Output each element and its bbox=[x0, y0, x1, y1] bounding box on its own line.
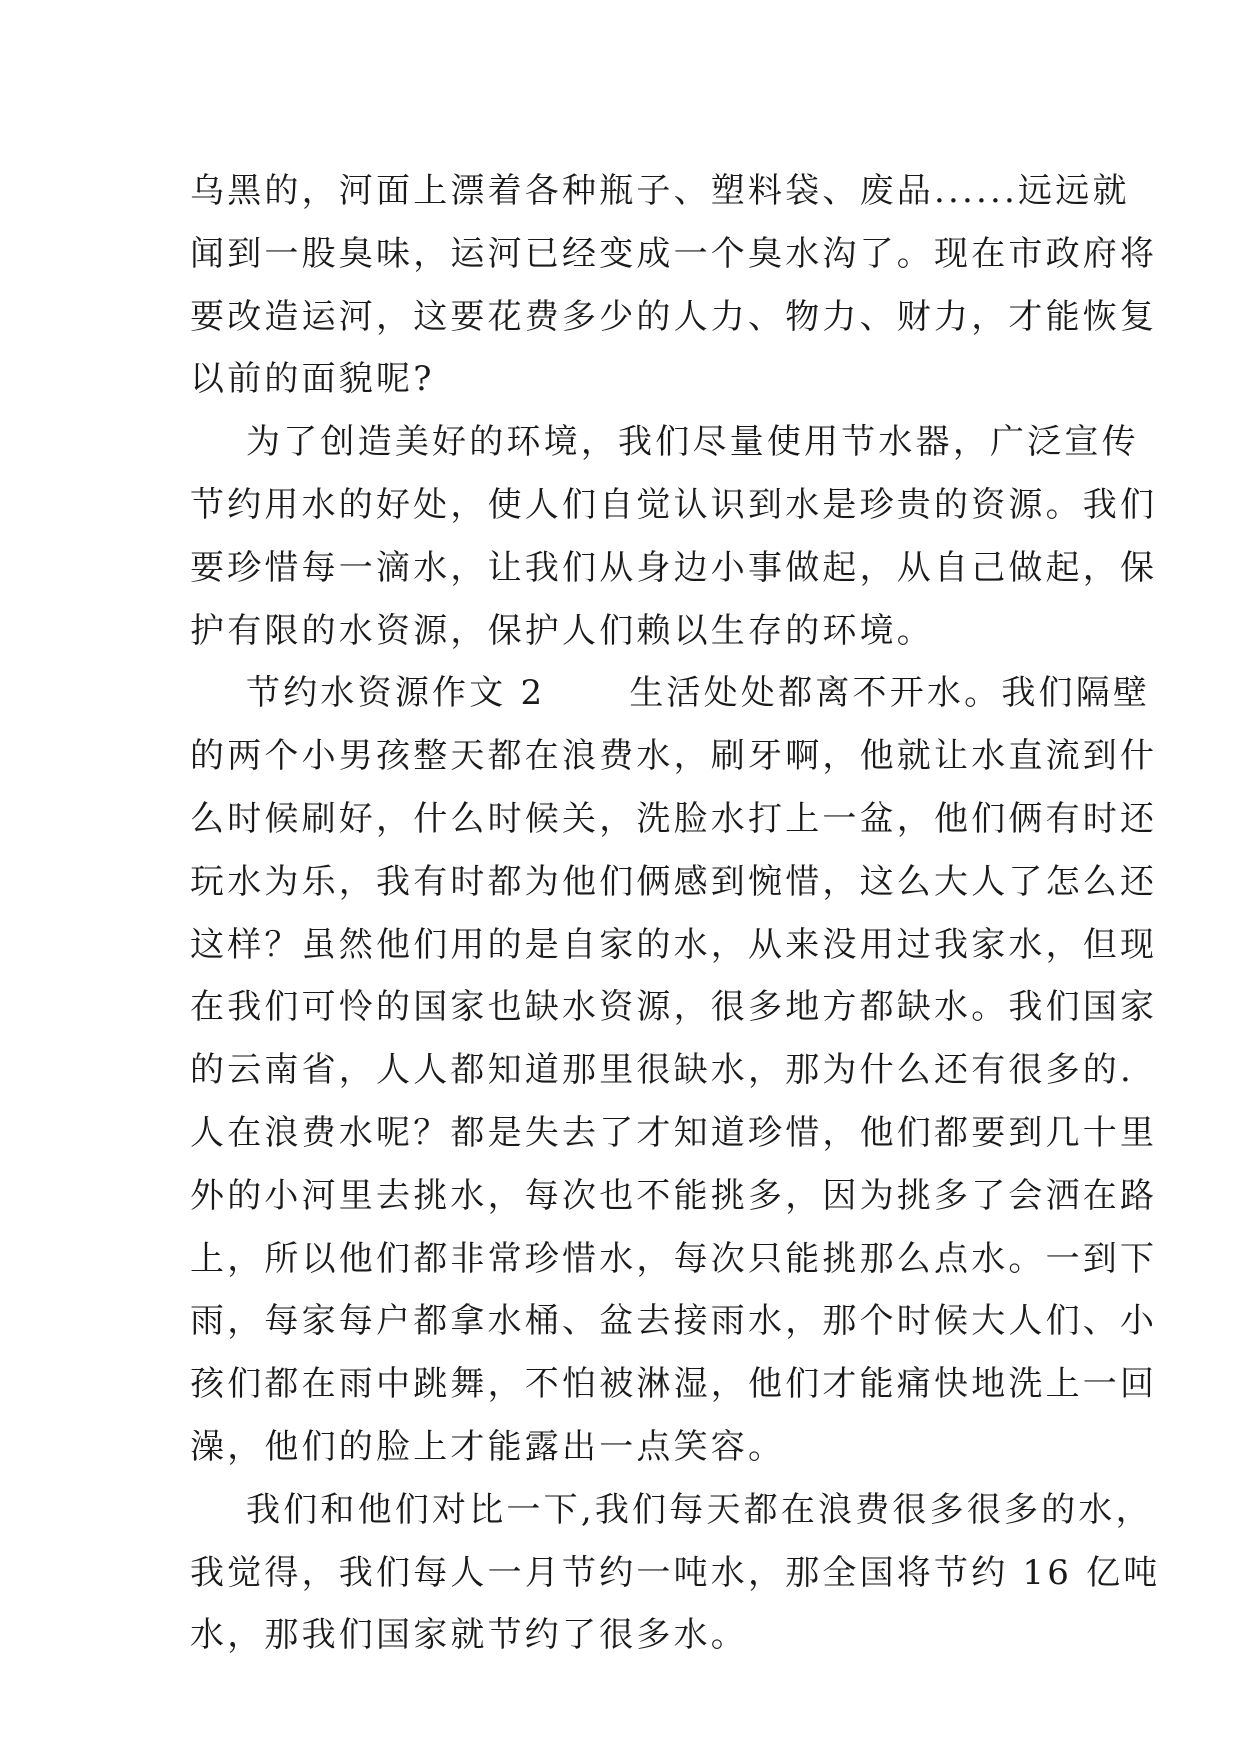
text-line: 在我们可怜的国家也缺水资源，很多地方都缺水。我们国家 bbox=[190, 987, 1158, 1028]
text-line: 上，所以他们都非常珍惜水，每次只能挑那么点水。一到下 bbox=[190, 1238, 1158, 1279]
text-line: 人在浪费水呢？都是失去了才知道珍惜，他们都要到几十里 bbox=[190, 1112, 1158, 1153]
text-line: 以前的面貌呢? bbox=[190, 359, 435, 400]
text-line: 外的小河里去挑水，每次也不能挑多，因为挑多了会洒在路 bbox=[190, 1175, 1158, 1216]
text-line: 孩们都在雨中跳舞，不怕被淋湿，他们才能痛快地洗上一回 bbox=[190, 1364, 1158, 1405]
text-line: 么时候刷好，什么时候关，洗脸水打上一盆，他们俩有时还 bbox=[190, 798, 1158, 839]
text-line: 闻到一股臭味，运河已经变成一个臭水沟了。现在市政府将 bbox=[190, 233, 1158, 274]
document-body bbox=[190, 160, 1161, 1667]
text-line: 护有限的水资源，保护人们赖以生存的环境。 bbox=[190, 610, 934, 651]
text-line: 这样？虽然他们用的是自家的水，从来没用过我家水，但现 bbox=[190, 924, 1158, 965]
text-line: 要珍惜每一滴水，让我们从身边小事做起，从自己做起，保 bbox=[190, 547, 1158, 588]
text-line: 节约用水的好处，使人们自觉认识到水是珍贵的资源。我们 bbox=[190, 484, 1158, 525]
text-line: 水，那我们国家就节约了很多水。 bbox=[190, 1615, 748, 1656]
text-line: 我们和他们对比一下,我们每天都在浪费很多很多的水， bbox=[190, 1489, 1153, 1530]
text-line: 的云南省，人人都知道那里很缺水，那为什么还有很多的. bbox=[190, 1050, 1135, 1091]
text-line: 澡，他们的脸上才能露出一点笑容。 bbox=[190, 1426, 786, 1467]
text-line: 为了创造美好的环境，我们尽量使用节水器，广泛宣传 bbox=[190, 422, 1139, 463]
text-line: 节约水资源作文 2 生活处处都离不开水。我们隔壁 bbox=[190, 673, 1151, 714]
text-line: 玩水为乐，我有时都为他们俩感到惋惜，这么大人了怎么还 bbox=[190, 861, 1158, 902]
text-line: 乌黑的，河面上漂着各种瓶子、塑料袋、废品......远远就 bbox=[190, 171, 1130, 211]
text-line: 雨，每家每户都拿水桶、盆去接雨水，那个时候大人们、小 bbox=[190, 1301, 1158, 1342]
text-line: 要改造运河，这要花费多少的人力、物力、财力，才能恢复 bbox=[190, 296, 1158, 337]
text-line: 我觉得，我们每人一月节约一吨水，那全国将节约 16 亿吨 bbox=[190, 1552, 1161, 1593]
text-line: 的两个小男孩整天都在浪费水，刷牙啊，他就让水直流到什 bbox=[190, 736, 1158, 777]
